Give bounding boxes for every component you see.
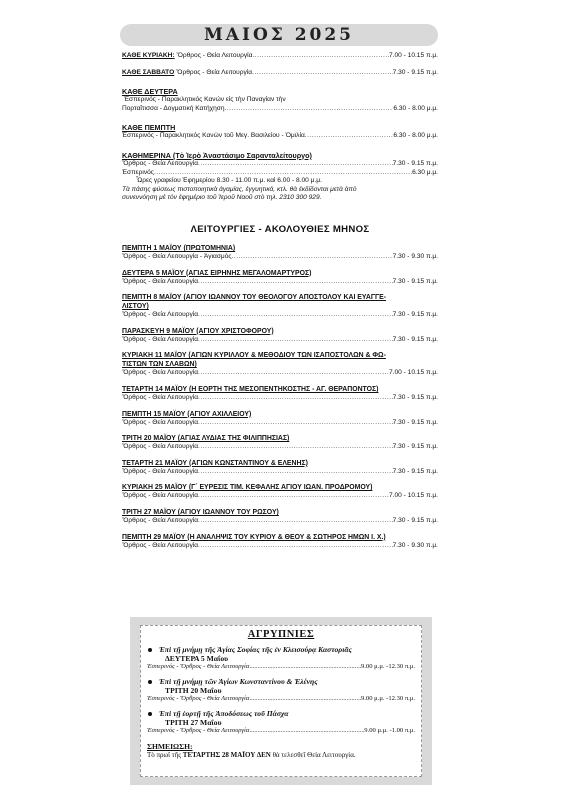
vigil-service-line [141, 695, 421, 704]
event-header: ΠΕΜΠΤΗ 8 ΜΑΪΟΥ (ΑΓΙΟΥ ΙΩΑΝΝΟΥ ΤΟΥ ΘΕΟΛΟΓΟΥ ΑΠΟΣΤΟΛΟΥ ΚΑΙ ΕΥΑΓΓΕ- [122, 294, 387, 302]
sunday-block: ΚΑΘΕ ΚΥΡΙΑΚΗ: Ὄρθρος - Θεία Λειτουργία ..... 7.00 - 10.15 π.μ. [122, 52, 438, 61]
event-item [122, 410, 438, 428]
section-title: ΛΕΙΤΟΥΡΓΙΕΣ - ΑΚΟΛΟΥΘΙΕΣ ΜΗΝΟΣ [190, 224, 370, 235]
saturday-service: Ὄρθρος - Θεία Λειτουργία [176, 68, 253, 76]
vigil-item [141, 677, 421, 695]
event-service: Ὄρθρος - Θεία Λειτουργία [122, 369, 199, 377]
office-hours: Ὧρες γραφείου Ἐφημερίου 8.30 - 11.00 π.μ. καὶ 6.00 - 8.00 μ.μ. [136, 177, 322, 185]
event-service: Ὄρθρος - Θεία Λειτουργία [122, 541, 199, 549]
sunday-time: 7.00 - 10.15 π.μ. [388, 52, 438, 59]
event-header: ΤΡΙΤΗ 27 ΜΑΪΟΥ (ΑΓΙΟΥ ΙΩΑΝΝΟΥ ΤΟΥ ΡΩΣΟΥ) [122, 508, 279, 516]
vigils-panel [140, 625, 422, 777]
event-time: 7.30 - 9.30 π.μ. [392, 541, 438, 549]
vigil-service-line [141, 663, 421, 672]
vigil-head: Ἐπὶ τῇ μνήμῃ τῶν Ἁγίων Κωνσταντίνου & Ἑλένης [159, 677, 318, 686]
note-text-post: θὰ τελεσθεῖ Θεία Λειτουργία. [270, 751, 356, 759]
event-time: 7.30 - 9.30 π.μ. [392, 253, 438, 260]
note-text-bold: ΤΕΤΑΡΤΗΣ 28 ΜΑΪΟΥ ΔΕΝ [182, 751, 271, 759]
event-header: ΚΥΡΙΑΚΗ 25 ΜΑΪΟΥ (Γ´ ΕΥΡΕΣΙΣ ΤΙΜ. ΚΕΦΑΛΗΣ ΑΓΙΟΥ ΙΩΑΝ. ΠΡΟΔΡΟΜΟΥ) [122, 484, 373, 492]
event-time: 7.30 - 9.15 π.μ. [392, 418, 438, 426]
daily-orthros: Ὄρθρος - Θεία Λειτουργία [122, 159, 199, 167]
vigil-item [141, 709, 421, 727]
event-header: ΚΥΡΙΑΚΗ 11 ΜΑΪΟΥ (ΑΓΙΩΝ ΚΥΡΙΛΛΟΥ & ΜΕΘΟΔΙΟΥ ΤΩΝ ΙΣΑΠΟΣΤΟΛΩΝ & ΦΩ- [122, 352, 386, 360]
thursday-line1: Ἑσπερινός - Παρακλητικός Κανὼν τοῦ Μεγ. Βασιλείου - Ὁμιλία [122, 132, 305, 140]
month-title: ΜΑΙΟΣ 2025 [203, 25, 355, 45]
vigil-head: Ἐπὶ τῇ ἑορτῇ τῆς Ἀποδόσεως τοῦ Πάσχα [159, 709, 289, 718]
note-text [147, 751, 421, 760]
event-time: 7.00 - 10.15 π.μ. [388, 492, 438, 500]
vigil-service: Ἑσπερινός - Ὄρθρος - Θεία Λειτουργία [147, 663, 250, 671]
event-header: ΠΕΜΠΤΗ 29 ΜΑΪΟΥ (Η ΑΝΑΛΗΨΙΣ ΤΟΥ ΚΥΡΙΟΥ & ΘΕΟΥ & ΣΩΤΗΡΟΣ ΗΜΩΝ Ι. Χ.) [122, 533, 386, 541]
vigil-item [141, 645, 421, 663]
saturday-time: 7.30 - 9.15 π.μ. [392, 68, 438, 76]
vigil-service: Ἑσπερινός - Ὄρθρος - Θεία Λειτουργία [147, 695, 250, 703]
event-item [122, 483, 438, 501]
event-item [122, 244, 438, 262]
thursday-block [122, 123, 438, 141]
event-header: ΤΕΤΑΡΤΗ 14 ΜΑΪΟΥ (Η ΕΟΡΤΗ ΤΗΣ ΜΕΣΟΠΕΝΤΗΚΟΣΤΗΣ - ΑΓ. ΘΕΡΑΠΟΝΤΟΣ) [122, 385, 379, 393]
thursday-time: 6.30 - 8.00 μ.μ. [393, 132, 438, 140]
event-service: Ὄρθρος - Θεία Λειτουργία [122, 277, 199, 285]
vigils-box [130, 617, 432, 785]
event-service: Ὄρθρος - Θεία Λειτουργία [122, 418, 199, 426]
event-header: ΔΕΥΤΕΡΑ 5 ΜΑΪΟΥ (ΑΓΙΑΣ ΕΙΡΗΝΗΣ ΜΕΓΑΛΟΜΑΡΤΥΡΟΣ) [122, 269, 312, 277]
event-service: Ὄρθρος - Θεία Λειτουργία [122, 443, 199, 451]
event-time: 7.30 - 9.15 π.μ. [392, 467, 438, 475]
certificates-note-1: Τὰ πάσης φύσεως πιστοποιητικὰ ἀγαμίας, ἐγγυητικά, κτλ. θὰ ἐκδίδονται μετὰ ἀπὸ [122, 185, 357, 193]
event-header-cont: ΛΙΣΤΟΥ) [122, 303, 149, 311]
event-time: 7.30 - 9.15 π.μ. [392, 443, 438, 451]
monday-line1: Ἑσπερινός - Παρακλητικός Κανών εἰς τὴν Παναγίαν τὴν [124, 96, 286, 104]
vigil-day: ΤΡΙΤΗ 27 Μαΐου [165, 718, 222, 728]
saturday-block [122, 69, 438, 78]
event-header: ΤΡΙΤΗ 20 ΜΑΪΟΥ (ΑΓΙΑΣ ΛΥΔΙΑΣ ΤΗΣ ΦΙΛΙΠΠΗΣΙΑΣ) [122, 435, 290, 443]
saturday-header: ΚΑΘΕ ΣΑΒΒΑΤΟ [122, 68, 175, 76]
event-header: ΠΑΡΑΣΚΕΥΗ 9 ΜΑΪΟΥ (ΑΓΙΟΥ ΧΡΙΣΤΟΦΟΡΟΥ) [122, 327, 274, 335]
event-service: Ὄρθρος - Θεία Λειτουργία [122, 311, 199, 319]
event-item [122, 269, 438, 287]
event-time: 7.00 - 10.15 π.μ. [388, 369, 438, 377]
vigils-title: ΑΓΡΥΠΝΙΕΣ [247, 629, 315, 640]
monday-block [122, 87, 438, 113]
daily-orthros-time: 7.30 - 9.15 π.μ. [392, 159, 438, 167]
event-time: 7.30 - 9.15 π.μ. [392, 393, 438, 401]
event-header: ΠΕΜΠΤΗ 1 ΜΑΪΟΥ (ΠΡΩΤΟΜΗΝΙΑ) [122, 245, 236, 252]
event-service: Ὄρθρος - Θεία Λειτουργία - Ἁγιασμός [122, 253, 232, 260]
event-item [122, 327, 438, 345]
event-item [122, 293, 438, 320]
event-time: 7.30 - 9.15 π.μ. [392, 277, 438, 285]
event-service: Ὄρθρος - Θεία Λειτουργία [122, 492, 199, 500]
note-text-pre: Τὸ πρωΐ τῆς [147, 751, 183, 759]
vigils-note [141, 742, 421, 760]
certificates-note-2: συνεννόηση μὲ τὸν ἐφημέριο τοῦ Ἱεροῦ Ναοῦ στὸ τηλ. 2310 300 929. [122, 194, 322, 202]
vigil-service: Ἑσπερινός - Ὄρθρος - Θεία Λειτουργία [147, 727, 250, 735]
vigil-time: 9.00 μ.μ. -12.30 π.μ. [360, 695, 415, 703]
event-item [122, 508, 438, 526]
bullet-icon [148, 680, 152, 684]
event-time: 7.30 - 9.15 π.μ. [392, 335, 438, 343]
event-header: ΤΕΤΑΡΤΗ 21 ΜΑΪΟΥ (ΑΓΙΩΝ ΚΩΝΣΤΑΝΤΙΝΟΥ & ΕΛΕΝΗΣ) [122, 459, 308, 467]
vigil-head: Ἐπὶ τῇ μνήμῃ τῆς Ἁγίας Σοφίας τῆς ἐν Κλεισούρᾳ Καστοριᾶς [159, 645, 352, 654]
weekly-schedule [122, 52, 438, 211]
event-service: Ὄρθρος - Θεία Λειτουργία [122, 467, 199, 475]
daily-block [122, 151, 438, 203]
daily-vespers: Ἑσπερινός [122, 168, 154, 176]
event-item [122, 533, 438, 551]
event-service: Ὄρθρος - Θεία Λειτουργία [122, 516, 199, 524]
event-time: 7.30 - 9.15 π.μ. [392, 516, 438, 524]
sunday-header: ΚΑΘΕ ΚΥΡΙΑΚΗ [122, 52, 173, 59]
event-service: Ὄρθρος - Θεία Λειτουργία [122, 335, 199, 343]
vigil-day: ΔΕΥΤΕΡΑ 5 Μαΐου [165, 654, 229, 664]
vigil-time: 9.00 μ.μ. -1.00 π.μ. [364, 727, 415, 735]
event-header-cont: ΤΙΣΤΩΝ ΤΩΝ ΣΛΑΒΩΝ) [122, 361, 197, 369]
sunday-service: Ὄρθρος - Θεία Λειτουργία [176, 52, 253, 59]
monday-header: ΚΑΘΕ ΔΕΥΤΕΡΑ [122, 87, 178, 97]
daily-vespers-time: 6.30 μ.μ. [412, 168, 438, 176]
bullet-icon [148, 712, 152, 716]
thursday-header: ΚΑΘΕ ΠΕΜΠΤΗ [122, 123, 176, 133]
bullet-icon [148, 648, 152, 652]
event-item [122, 385, 438, 403]
vigil-day: ΤΡΙΤΗ 20 Μαΐου [165, 686, 222, 696]
daily-header: ΚΑΘΗΜΕΡΙΝΑ (Τὸ Ἱερὸ Ἀναστάσιμο Σαρανταλείτουργο) [122, 150, 312, 160]
event-item [122, 459, 438, 477]
monday-line2: Πορταΐτισσα - Δογματική Κατήχηση [122, 104, 225, 112]
month-title-bar [120, 24, 438, 46]
event-header: ΠΕΜΠΤΗ 15 ΜΑΪΟΥ (ΑΓΙΟΥ ΑΧΙΛΛΕΙΟΥ) [122, 410, 252, 418]
event-time: 7.30 - 9.15 π.μ. [392, 311, 438, 319]
event-item [122, 351, 438, 378]
vigil-time: 9.00 μ.μ. -12.30 π.μ. [360, 663, 415, 671]
event-item [122, 434, 438, 452]
events-list [122, 244, 438, 557]
event-service: Ὄρθρος - Θεία Λειτουργία [122, 393, 199, 401]
monday-time: 6.30 - 8.00 μ.μ. [393, 104, 438, 112]
vigil-service-line [141, 727, 421, 736]
note-label: ΣΗΜΕΙΩΣΗ: [147, 742, 193, 751]
